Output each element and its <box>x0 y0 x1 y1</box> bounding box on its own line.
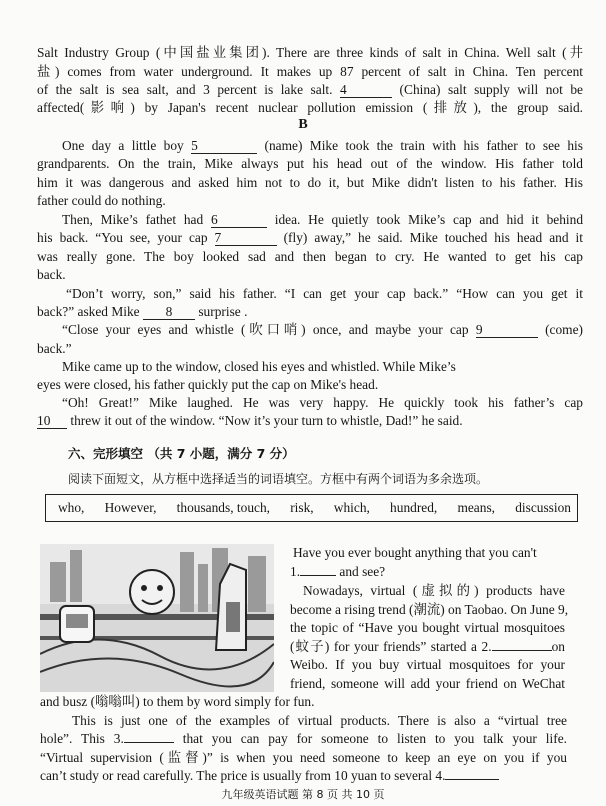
text-line: friend, someone will add your friend on WeChat <box>290 676 565 691</box>
blank-c3 <box>124 742 174 743</box>
text-line <box>290 638 565 656</box>
word-box <box>45 494 578 522</box>
text-line <box>62 137 583 155</box>
text-segment: idea. He quietly took Mike’s cap and hid it behind <box>274 212 584 227</box>
blank-4: 4 <box>340 82 392 98</box>
text-line: back.” <box>37 341 72 356</box>
word-option: risk, <box>290 500 314 515</box>
text-segment: (China) salt supply will not be <box>399 82 583 97</box>
text-line: affected(影响) by Japan's recent nuclear pollution emission (排放), the group said. <box>37 100 583 115</box>
blank-8: 8 <box>143 304 195 320</box>
word-option: thousands, touch, <box>176 500 271 515</box>
text-line: was really gone. The boy looked sad and then began to cry. He wanted to get his cap <box>37 249 583 264</box>
text-line <box>37 229 583 247</box>
text-segment: of the salt is sea salt, and 3 percent is lake salt. <box>37 82 333 97</box>
text-line: father could do nothing. <box>37 193 166 208</box>
text-segment: can’t study or read carefully. The price is usually from 10 yuan to several 4. <box>40 768 446 783</box>
blank-10: 10 <box>37 413 67 429</box>
text-segment: 1. <box>290 564 301 579</box>
text-segment: on <box>551 639 565 654</box>
word-option: means, <box>457 500 496 515</box>
text-line <box>62 211 583 229</box>
text-line: grandparents. On the train, Mike always put his head out of the window. His father told <box>37 156 583 171</box>
blank-c2 <box>492 650 552 651</box>
word-option: who, <box>58 500 85 515</box>
text-segment: One day a little boy <box>62 138 184 153</box>
passage-illustration <box>40 544 274 692</box>
text-segment: and see? <box>339 564 386 579</box>
text-segment: surprise . <box>198 304 248 319</box>
text-segment: (蚊子) for your friends” started a 2. <box>290 639 492 654</box>
word-option: hundred, <box>390 500 438 515</box>
text-segment: threw it out of the window. “Now it’s your turn to whistle, Dad!” he said. <box>70 413 463 428</box>
text-segment: (come) <box>545 322 583 337</box>
blank-9: 9 <box>476 322 538 338</box>
word-option: discussion <box>515 500 571 515</box>
text-line: him it was dangerous and asked him not to do it, but Mike didn't listen to his father. His <box>37 175 583 190</box>
text-segment: hole”. This 3. <box>40 731 124 746</box>
text-line: “Oh! Great!” Mike laughed. He was very happy. He quickly took his father’s cap <box>62 395 583 410</box>
word-option: However, <box>104 500 157 515</box>
text-line <box>40 730 567 748</box>
blank-c1 <box>300 575 336 576</box>
text-line: Nowadays, virtual (虚拟的) products have <box>303 583 565 598</box>
text-line <box>37 303 583 321</box>
text-segment: (fly) away,” he said. Mike touched his head and it <box>283 230 583 245</box>
text-line: Mike came up to the window, closed his eyes and whistled. While Mike’s <box>62 359 456 374</box>
text-segment: his back. “You see, your cap <box>37 230 208 245</box>
instruction-text: 阅读下面短文，从方框中选择适当的词语填空。方框中有两个词语为多余选项。 <box>68 472 489 486</box>
text-segment: back?” asked Mike <box>37 304 140 319</box>
text-segment: (name) Mike took the train with his father to see his <box>264 138 583 153</box>
section-b-heading: B <box>298 117 308 132</box>
word-option: which, <box>333 500 370 515</box>
text-line: the topic of “Have you bought virtual mosquitoes <box>290 620 565 635</box>
text-line: Weibo. If you buy virtual mosquitoes for your <box>290 657 565 672</box>
text-line: “Don’t worry, son,” said his father. “I can get your cap back.” “How can you get it <box>66 286 583 301</box>
text-segment: Then, Mike’s fathet had <box>62 212 204 227</box>
text-line: This is just one of the examples of virtual products. There is also a “virtual tree <box>72 713 567 728</box>
page-footer: 九年级英语试题 第 8 页 共 10 页 <box>221 788 385 801</box>
blank-7: 7 <box>215 230 277 246</box>
illustration-drawing <box>40 544 274 692</box>
text-line <box>37 412 583 430</box>
text-segment: “Close your eyes and whistle (吹口哨) once, and maybe your cap <box>62 322 469 337</box>
blank-6: 6 <box>211 212 267 228</box>
section-six-heading: 六、完形填空 （共 7 小题，满分 7 分） <box>68 446 295 461</box>
text-line <box>37 81 583 99</box>
text-line: Have you ever bought anything that you can't <box>293 545 537 560</box>
text-line: become a rising trend (潮流) on Taobao. On June 9, <box>290 602 569 617</box>
text-line: and busz (嗡嗡叫) to them by word simply for fun. <box>40 694 315 709</box>
text-line: back. <box>37 267 66 282</box>
text-line <box>62 321 583 339</box>
text-line: “Virtual supervision (监督)” is when you need someone to keep an eye on you if you <box>40 750 567 765</box>
text-line: Salt Industry Group (中国盐业集团). There are three kinds of salt in China. Well salt (井 <box>37 45 583 60</box>
text-line: eyes were closed, his father quickly put the cap on Mike's head. <box>37 377 379 392</box>
text-line: 盐) comes from water underground. It makes up 87 percent of salt in China. Ten percent <box>37 64 583 79</box>
text-line <box>290 563 568 581</box>
blank-c4 <box>445 779 499 780</box>
blank-5: 5 <box>191 138 257 154</box>
text-line <box>40 767 567 785</box>
text-segment: that you can pay for someone to listen to you talk your life. <box>182 731 567 746</box>
